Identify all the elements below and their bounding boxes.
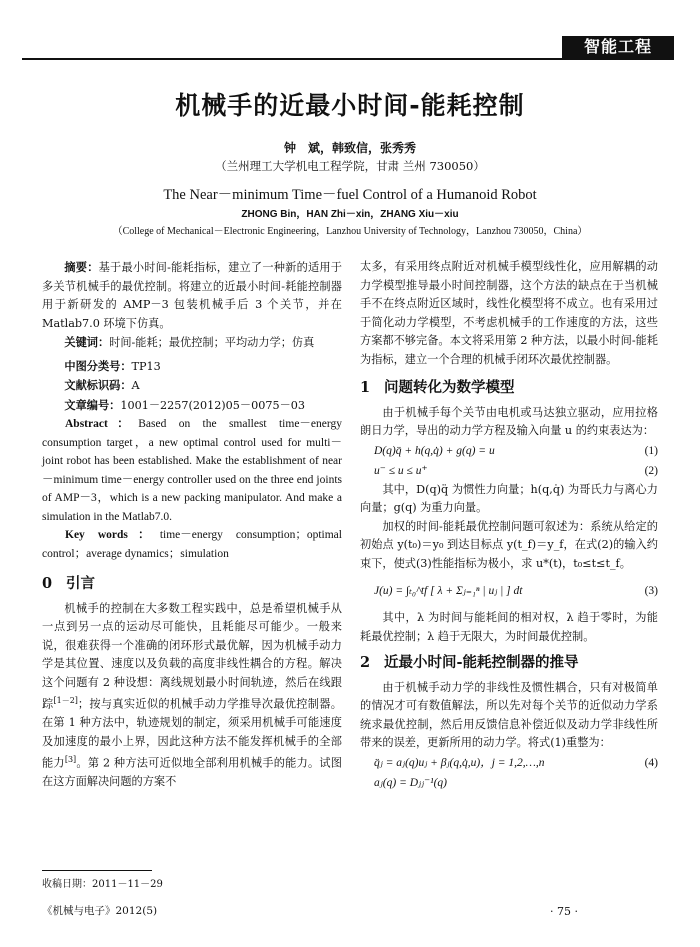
english-title: The Near－minimum Time－fuel Control of a Humanoid Robot [163, 187, 537, 203]
keywords-zh-label: 关键词： [64, 335, 110, 349]
section-1-paragraph-2: 其中，D(q)q̈ 为惯性力向量；h(q,q̇) 为哥氏力与离心力向量；g(q) 为重力向量。 [360, 482, 658, 514]
equation-4 [360, 753, 658, 773]
doc-code-text: A [131, 379, 140, 392]
equation-2 [360, 461, 658, 481]
section-0-number: 0 [42, 575, 53, 592]
article-no-label: 文章编号： [64, 397, 121, 412]
equation-3 [360, 577, 658, 605]
section-2-number: 2 [360, 654, 371, 671]
equation-5-expr: aⱼ(q) = Dⱼⱼ⁻¹(q) [374, 776, 448, 789]
keywords-en [42, 526, 342, 563]
authors: 钟 斌，韩致信，张秀秀 [283, 141, 416, 155]
section-2-title: 近最小时间-能耗控制器的推导 [384, 654, 579, 671]
section-0-title: 引言 [66, 575, 95, 592]
doc-code [42, 376, 342, 396]
section-2-heading [360, 654, 658, 673]
keywords-zh [42, 333, 342, 353]
intro-text-c: 。第 2 种方法可近似地全部利用机械手的能力。试图在这方面解决问题的方案不 [42, 756, 342, 789]
article-no-text: 1001－2257(2012)05－0075－03 [120, 398, 305, 412]
doc-code-label: 文献标识码： [64, 378, 132, 392]
clc-text: TP13 [131, 359, 161, 373]
clc-label: 中图分类号： [64, 358, 132, 373]
journal-info: 《机械与电子》2012(5) [42, 905, 158, 917]
intro-text-b: ；按与真实近似的机械手动力学推导次最优控制器。在第 1 种方法中，轨迹规划的制定，须采用机械手可能速度及加速度的最小上界，因此这种方法不能发挥机械手的全部能力 [42, 697, 342, 770]
section-1-heading [360, 379, 658, 398]
paper-title: 机械手的近最小时间-能耗控制 [175, 91, 525, 120]
equation-3-expr: J(u) = ∫ₜ₀^tf [ λ + Σⱼ₌₁ⁿ | uⱼ | ] dt [374, 585, 523, 597]
right-paragraph-1: 太多，有采用终点附近对机械手模型线性化，应用解耦的动力学模型推导最小时间控制器，这个方法的缺点在于当机械手不在终点附近区域时，线性化模型将不成立。也有采用过于简化动力学模型，不考虑机械手的工作速度的方法，这些方案都不够完备。本文将采用第 2 种方法，以最小时间-能耗为指标，建立一个合理的机械手闭环次最优控制器。 [360, 260, 658, 366]
top-rule [22, 58, 674, 60]
keywords-zh-text: 时间-能耗；最优控制；平均动力学；仿真 [109, 336, 315, 349]
footnote-rule [42, 870, 152, 871]
english-affiliation: （College of Mechanical－Electronic Engineering，Lanzhou University of Technology，Lanzhou 730050，China） [112, 226, 588, 237]
article-no [42, 396, 342, 416]
received-date: 收稿日期：2011－11－29 [42, 879, 163, 890]
right-column [360, 258, 658, 793]
keywords-en-text: time－energy consumption；optimal control；average dynamics；simulation [42, 529, 342, 560]
section-0-heading [42, 575, 342, 594]
abstract-zh-label: 摘要： [64, 260, 99, 274]
equation-1-expr: D(q)q̈ + h(q,q̇) + g(q) = u [374, 444, 495, 457]
intro-text-a: 机械手的控制在大多数工程实践中，总是希望机械手从一点到另一点的运动尽可能快，且耗能尽可能少。一般来说，很难获得一个准确的闭环形式最优解，因为机械手动力学是其位置、速度以及负载的高度非线性耦合的方程。解决这个问题有 2 种设想：离线规划最小时间轨迹，然后在线跟踪 [42, 601, 342, 711]
equation-2-number: (2) [644, 464, 658, 477]
abstract-en-text: Based on the smallest time－energy consumption target，a new optimal control used for multi－joint robot has been established. Make the establishment of near－minimum time－energy controller used on the three end joints of AMP－3，which is a new packing manipulator. And make a simulation in the Matlab7.0. [42, 418, 342, 523]
equation-3-number: (3) [644, 585, 658, 597]
affiliation: （兰州理工大学机电工程学院，甘肃 兰州 730050） [215, 159, 485, 173]
intro-ref-1: [1－2] [53, 696, 78, 705]
page-number: · 75 · [550, 905, 578, 918]
english-authors: ZHONG Bin，HAN Zhi－xin，ZHANG Xiu－xiu [241, 209, 459, 220]
keywords-en-label: Key words： [65, 529, 160, 541]
abstract-en-label: Abstract： [65, 418, 139, 430]
equation-2-expr: u⁻ ≤ u ≤ u⁺ [374, 464, 428, 477]
abstract-zh [42, 258, 342, 333]
clc [42, 357, 342, 377]
section-1-paragraph-4: 其中，λ 为时间与能耗间的相对权，λ 趋于零时，为能耗最优控制；λ 趋于无限大，为时间最优控制。 [360, 611, 658, 643]
equation-4-number: (4) [644, 756, 658, 769]
abstract-zh-text: 基于最小时间-能耗指标，建立了一种新的适用于多关节机械手的最优控制。将建立的近最小时间-耗能控制器用于新研发的 AMP－3 包装机械手后 3 个关节，并在 Matlab7.0 环境下仿真。 [42, 261, 342, 330]
section-1-paragraph-1: 由于机械手每个关节由电机或马达独立驱动，应用拉格朗日力学，导出的动力学方程及输入向量 u 的约束表达为： [360, 405, 658, 437]
equation-1 [360, 441, 658, 461]
intro-ref-2: [3] [64, 755, 77, 765]
section-1-paragraph-3: 加权的时间-能耗最优控制问题可叙述为：系统从给定的初始点 y(t₀)＝y₀ 到达目标点 y(t_f)＝y_f，在式(2)的输入约束下，使式(3)性能指标为极小，求 u*(t)，t₀≤t≤t_f。 [360, 519, 658, 570]
abstract-en [42, 415, 342, 526]
equation-4-expr: q̈ⱼ = aⱼ(q)uⱼ + βⱼ(q,q̇,u)，j = 1,2,…,n [374, 756, 545, 769]
section-2-paragraph-1: 由于机械手动力学的非线性及惯性耦合，只有对极简单的情况才可有数值解法，所以先对每个关节的近似动力学系统求最优控制，然后用反馈信息补偿近似及动力学非线性所带来的误差，更新所用的动力学。将式(1)重整为： [360, 680, 658, 749]
section-1-number: 1 [360, 379, 371, 396]
intro-paragraph [42, 600, 342, 792]
equation-5 [360, 773, 658, 793]
section-1-title: 问题转化为数学模型 [384, 379, 515, 396]
section-tag: 智能工程 [562, 36, 674, 58]
equation-1-number: (1) [644, 444, 658, 457]
left-column [42, 258, 342, 792]
